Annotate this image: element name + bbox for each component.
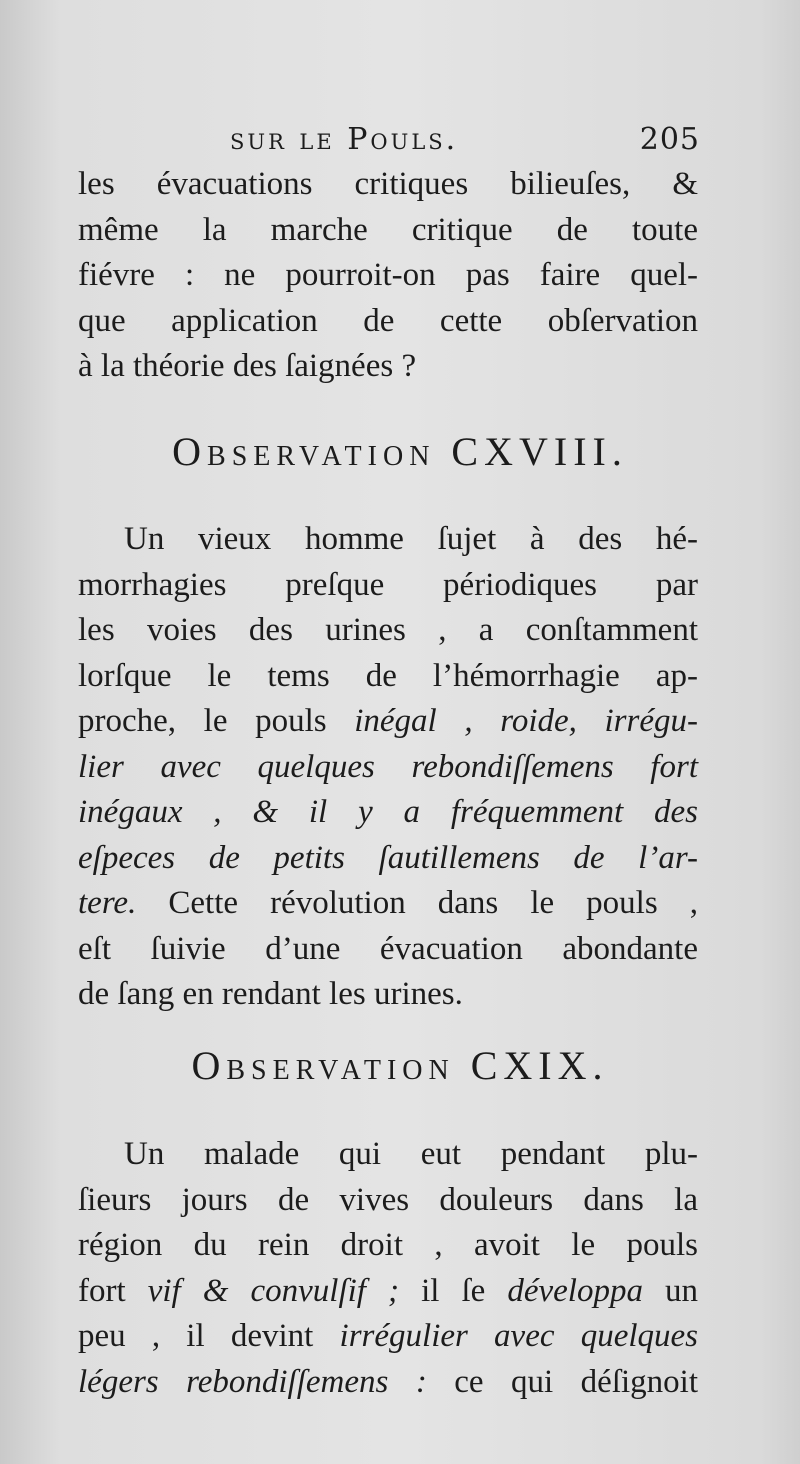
text-line: Un malade qui eut pendant plu- — [124, 1136, 698, 1172]
paragraph-observation-cxix — [78, 1132, 698, 1405]
running-title: sur le Pouls. — [230, 122, 459, 157]
page-number: 205 — [639, 122, 700, 157]
text-line: lorſque le tems de l’hémorrhagie ap- — [78, 657, 698, 694]
text-line: proche, le pouls inégal , roide, irrégu- — [78, 703, 699, 739]
text-line: que application de cette obſervation — [78, 302, 698, 339]
text-line: à la théorie des ſaignées ? — [78, 348, 417, 384]
text-line: les voies des urines , a conſtamment — [78, 612, 698, 648]
text-line: tere. Cette révolution dans le pouls , — [78, 885, 698, 921]
text-line: les évacuations critiques bilieuſes, & — [78, 166, 698, 202]
text-line: lier avec quelques rebondiſſemens fort — [78, 748, 698, 785]
text-line: morrhagies preſque périodiques par — [78, 566, 698, 603]
text-line: ſieurs jours de vives douleurs dans la — [78, 1181, 698, 1218]
text-line: peu , il devint irrégulier avec quelques — [78, 1318, 699, 1354]
text-line: de ſang en rendant les urines. — [78, 976, 463, 1012]
observation-heading-cxix: Observation CXIX. — [191, 1043, 609, 1088]
page-header — [230, 122, 700, 166]
paragraph-continuation — [78, 162, 698, 390]
observation-heading-cxviii: Observation CXVIII. — [172, 429, 628, 474]
paragraph-observation-cxviii — [78, 517, 698, 1018]
text-line: eſt ſuivie d’une évacuation abondante — [78, 930, 698, 967]
text-line: eſpeces de petits ſautillemens de l’ar- — [78, 839, 698, 876]
text-line: fiévre : ne pourroit-on pas faire quel- — [78, 257, 698, 293]
text-line: région du rein droit , avoit le pouls — [78, 1227, 698, 1263]
text-line: légers rebondiſſemens : ce qui déſignoit — [78, 1363, 698, 1400]
text-line: même la marche critique de toute — [78, 211, 698, 248]
text-line: Un vieux homme ſujet à des hé- — [124, 521, 698, 557]
text-line: fort vif & convulſif ; il ſe développa un — [78, 1272, 699, 1309]
text-line: inégaux , & il y a fréquemment des — [78, 794, 698, 830]
